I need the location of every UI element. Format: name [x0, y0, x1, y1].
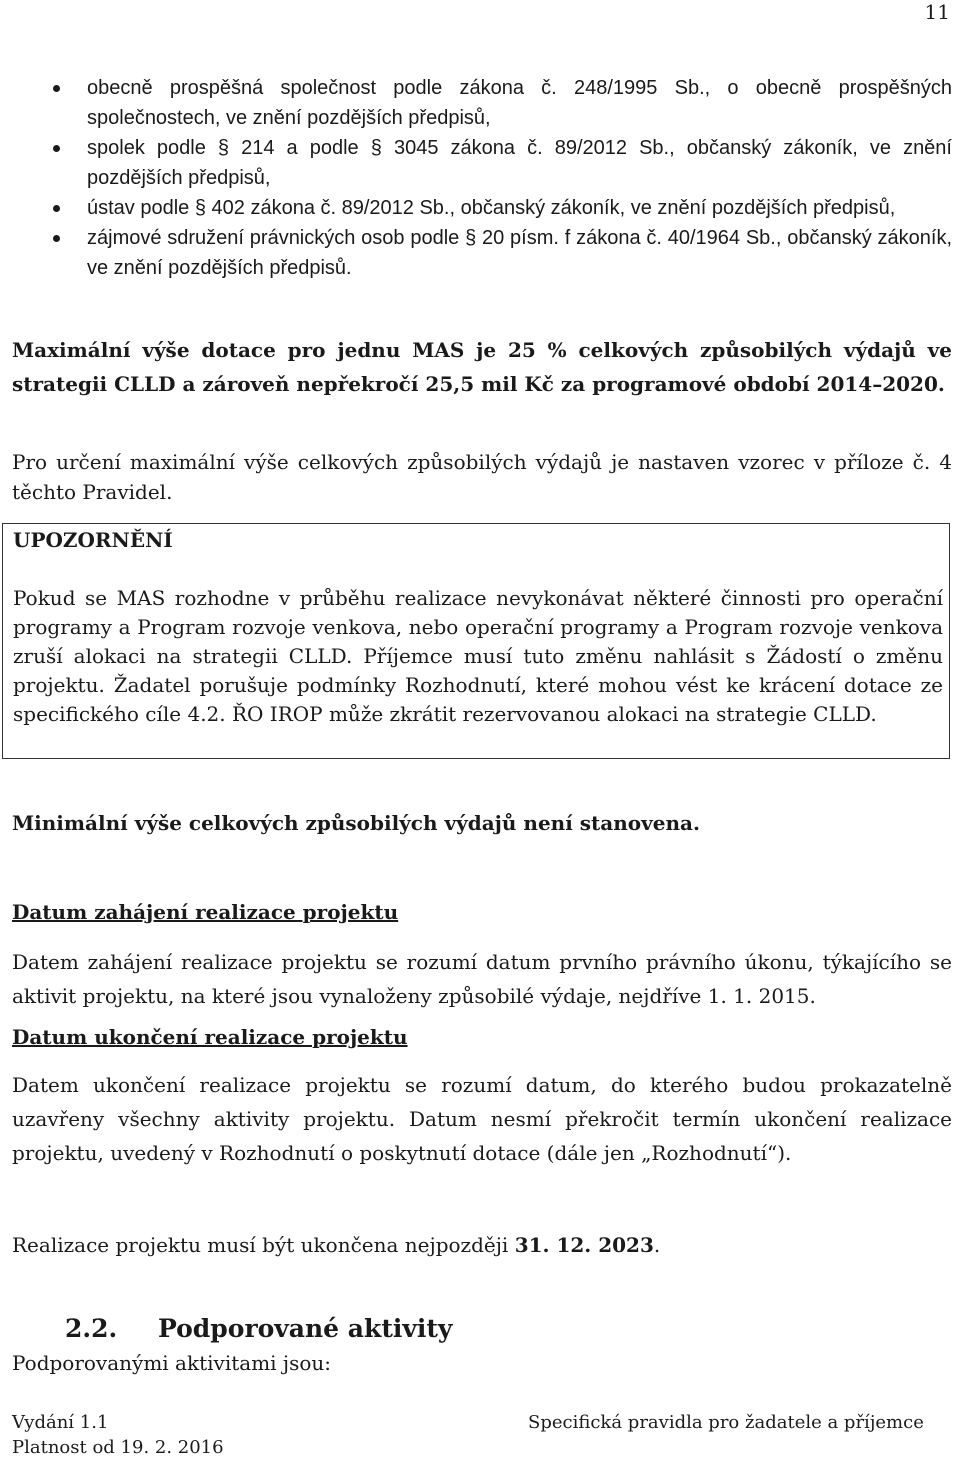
completion-date: 31. 12. 2023: [514, 1233, 654, 1257]
completion-text: Realizace projektu musí být ukončena nejpozději: [12, 1233, 515, 1257]
footer-left: [12, 1410, 224, 1460]
completion-deadline: [12, 1230, 952, 1260]
list-item: zájmové sdružení právnických osob podle § 20 písm. f zákona č. 40/1964 Sb., občanský zákoník, ve znění pozdějších předpisů.: [52, 223, 952, 283]
max-subsidy-paragraph: Maximální výše dotace pro jednu MAS je 25 % celkových způsobilých výdajů ve strategii CLLD a zároveň nepřekročí 25,5 mil Kč za programové období 2014–2020.: [12, 338, 952, 396]
notice-heading: UPOZORNĚNÍ: [13, 528, 173, 552]
section-intro: Podporovanými aktivitami jsou:: [12, 1351, 332, 1375]
notice-box: [2, 523, 950, 759]
section-title: Podporované aktivity: [158, 1314, 453, 1343]
page-number: 11: [924, 0, 950, 24]
list-item: spolek podle § 214 a podle § 3045 zákona č. 89/2012 Sb., občanský zákoník, ve znění pozdějších předpisů,: [52, 133, 952, 193]
footer-issue: Vydání 1.1: [12, 1412, 109, 1433]
footer-valid: Platnost od 19. 2. 2016: [12, 1437, 224, 1458]
start-date-text: Datem zahájení realizace projektu se rozumí datum prvního právního úkonu, týkajícího se aktivit projektu, na které jsou vynaloženy způsobilé výdaje, nejdříve 1. 1. 2015.: [12, 950, 952, 1008]
formula-paragraph: Pro určení maximální výše celkových způsobilých výdajů je nastaven vzorec v příloze č. 4 těchto Pravidel.: [12, 450, 952, 504]
section-number: 2.2.: [65, 1314, 118, 1343]
notice-text: Pokud se MAS rozhodne v průběhu realizace nevykonávat některé činnosti pro operační programy a Program rozvoje venkova, nebo operační programy a Program rozvoje venkova zruší alokaci na strategii CLLD. Příjemce musí tuto změnu nahlásit s Žádostí o změnu projektu. Žadatel porušuje podmínky Rozhodnutí, které mohou vést ke krácení dotace ze specifického cíle 4.2. ŘO IROP může zkrátit rezervovanou alokaci na strategie CLLD.: [13, 586, 943, 726]
list-item: obecně prospěšná společnost podle zákona č. 248/1995 Sb., o obecně prospěšných společnostech, ve znění pozdějších předpisů,: [52, 73, 952, 133]
end-date-heading: Datum ukončení realizace projektu: [12, 1025, 408, 1049]
end-date-text: Datem ukončení realizace projektu se rozumí datum, do kterého budou prokazatelně uzavřeny všechny aktivity projektu. Datum nesmí překročit termín ukončení realizace projektu, uvedený v Rozhodnutí o poskytnutí dotace (dále jen „Rozhodnutí“).: [12, 1073, 952, 1165]
footer-doc-title: Specifická pravidla pro žadatele a příjemce: [528, 1412, 924, 1433]
list-item: ústav podle § 402 zákona č. 89/2012 Sb., občanský zákoník, ve znění pozdějších předpisů,: [52, 193, 952, 223]
start-date-heading: Datum zahájení realizace projektu: [12, 900, 399, 924]
eligible-entities-list: [52, 73, 952, 283]
completion-end: .: [653, 1233, 661, 1257]
min-expenses-paragraph: Minimální výše celkových způsobilých výdajů není stanovena.: [12, 811, 700, 835]
